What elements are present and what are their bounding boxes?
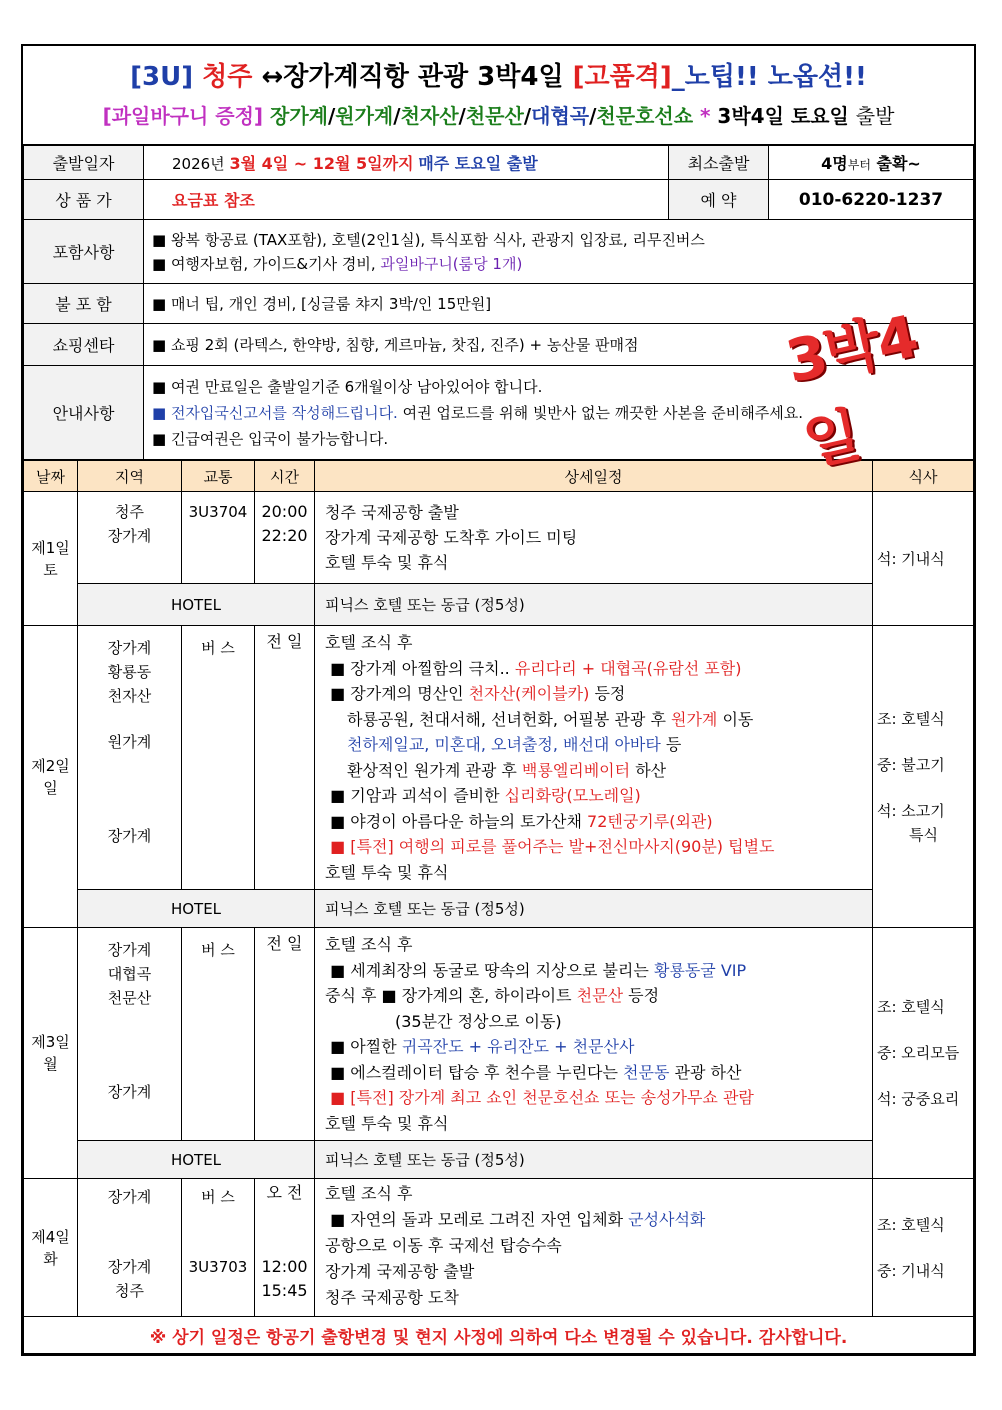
include-row: [24, 220, 974, 284]
day3-transport: 버 스: [182, 928, 255, 1141]
day2-row: [24, 626, 974, 890]
day1-date: 제1일 토: [24, 492, 78, 626]
reserve-label: 예 약: [669, 180, 769, 220]
day4-detail: 호텔 조식 후 ■ 자연의 돌과 모레로 그려진 자연 입체화 군성사석화 공항으로 이동 후 국제선 탑승수속 장가계 국제공항 출발 청주 국제공항 도착: [315, 1179, 873, 1317]
day1-row: [24, 492, 974, 584]
day4-region: 장가계 장가계 청주: [78, 1179, 182, 1317]
day2-hotel-label: HOTEL: [78, 890, 315, 928]
footer-notice: ※ 상기 일정은 항공기 출항변경 및 현지 사정에 의하여 다소 변경될 수 있습니다. 감사합니다.: [24, 1317, 974, 1354]
header: [23, 46, 974, 145]
day1-transport: 3U3704: [182, 492, 255, 584]
depart-label: 출발일자: [24, 146, 144, 180]
shop-value: ■ 쇼핑 2회 (라텍스, 한약방, 침향, 게르마늄, 찻집, 진주) + 농산물 판매점: [144, 324, 974, 366]
day4-meal: 조: 호텔식 중: 기내식: [873, 1179, 974, 1317]
day2-date: 제2일 일: [24, 626, 78, 928]
footer-row: [24, 1317, 974, 1354]
day2-region: 장가계 황룡동 천자산 원가계 장가계: [78, 626, 182, 890]
min-label: 최소출발: [669, 146, 769, 180]
day1-hotel-row: [24, 584, 974, 626]
notice-label: 안내사항: [24, 366, 144, 460]
shop-label: 쇼핑센타: [24, 324, 144, 366]
reserve-phone: 010-6220-1237: [769, 180, 974, 220]
day1-meal: 석: 기내식: [873, 492, 974, 626]
depart-row: [24, 146, 974, 180]
day4-row: [24, 1179, 974, 1317]
day2-detail: 호텔 조식 후 ■ 장가계 아찔함의 극치.. 유리다리 + 대협곡(유람선 포함) ■ 장가계의 명산인 천자산(케이블카) 등정 하룡공원, 천대서해, 선녀헌화, 어필봉 관광 후 원가계 이동 천하제일교, 미혼대, 오녀출정, 배선대 아바타 등 환상적인 원가계 관광 후 백룡엘리베이터 하산 ■ 기암과 괴석이 즐비한 십리화랑(모노레일) ■ 야경이 아름다운 하늘의 토가산채 72텐궁기루(외관) ■ [특전] 여행의 피로를 풀어주는 발+전신마사지(90분) 팁별도 호텔 투숙 및 휴식: [315, 626, 873, 890]
day2-hotel: 피닉스 호텔 또는 동급 (정5성): [315, 890, 873, 928]
day2-hotel-row: [24, 890, 974, 928]
col-transport: 교통: [182, 461, 255, 492]
day1-hotel: 피닉스 호텔 또는 동급 (정5성): [315, 584, 873, 626]
min-value: 4명부터 출확~: [769, 146, 974, 180]
day3-hotel-row: [24, 1141, 974, 1179]
day1-hotel-label: HOTEL: [78, 584, 315, 626]
nights-stamp: 3박4일: [780, 302, 923, 479]
day4-date: 제4일 화: [24, 1179, 78, 1317]
day4-transport: 버 스 3U3703: [182, 1179, 255, 1317]
exclude-value: ■ 매너 팁, 개인 경비, [싱글룸 챠지 3박/인 15만원]: [144, 284, 974, 324]
day2-meal: 조: 호텔식 중: 불고기 석: 소고기 특식: [873, 626, 974, 928]
col-meal: 식사: [873, 461, 974, 492]
page-subtitle: [과일바구니 증정] 장가계/원가계/천자산/천문산/대협곡/천문호선쇼 * 3박4일 토요일 출발: [102, 104, 895, 128]
include-label: 포함사항: [24, 220, 144, 284]
day3-time: 전 일: [255, 928, 315, 1141]
day4-time: 오 전 12:00 15:45: [255, 1179, 315, 1317]
day1-time: 20:00 22:20: [255, 492, 315, 584]
notice-value: ■ 여권 만료일은 출발일기준 6개월이상 남아있어야 합니다. ■ 전자입국신고서를 작성해드립니다. 여권 업로드를 위해 빛반사 없는 깨끗한 사본을 준비해주세요. ■ 긴급여권은 입국이 불가능합니다.: [144, 366, 974, 460]
schedule-table: [23, 460, 974, 1354]
col-date: 날짜: [24, 461, 78, 492]
col-detail: 상세일정: [315, 461, 873, 492]
day3-detail: 호텔 조식 후 ■ 세계최장의 동굴로 땅속의 지상으로 불리는 황룡동굴 VIP 중식 후 ■ 장가계의 혼, 하이라이트 천문산 등정 (35분간 정상으로 이동) ■ 아찔한 귀곡잔도 + 유리잔도 + 천문산사 ■ 에스컬레이터 탑승 후 천수를 누린다는 천문동 관광 하산 ■ [특전] 장가계 최고 쇼인 천문호선쇼 또는 송성가무쇼 관람 호텔 투숙 및 휴식: [315, 928, 873, 1141]
day3-row: [24, 928, 974, 1141]
day3-hotel: 피닉스 호텔 또는 동급 (정5성): [315, 1141, 873, 1179]
day3-date: 제3일 월: [24, 928, 78, 1179]
col-time: 시간: [255, 461, 315, 492]
day3-meal: 조: 호텔식 중: 오리모듬 석: 궁중요리: [873, 928, 974, 1179]
page-title: [3U] 청주 ↔장가계직항 관광 3박4일 [고품격]_노팁!! 노옵션!!: [130, 62, 867, 92]
price-row: [24, 180, 974, 220]
day2-time: 전 일: [255, 626, 315, 890]
exclude-label: 불 포 함: [24, 284, 144, 324]
day3-region: 장가계 대협곡 천문산 장가계: [78, 928, 182, 1141]
price-label: 상 품 가: [24, 180, 144, 220]
day1-detail: 청주 국제공항 출발 장가계 국제공항 도착후 가이드 미팅 호텔 투숙 및 휴식: [315, 492, 873, 584]
day1-region: 청주 장가계: [78, 492, 182, 584]
day3-hotel-label: HOTEL: [78, 1141, 315, 1179]
day2-transport: 버 스: [182, 626, 255, 890]
col-region: 지역: [78, 461, 182, 492]
itinerary-sheet: [21, 44, 976, 1356]
include-value: ■ 왕복 항공료 (TAX포함), 호텔(2인1실), 특식포함 식사, 관광지 입장료, 리무진버스 ■ 여행자보험, 가이드&기사 경비, 과일바구니(룸당 1개): [144, 220, 974, 284]
depart-value: 2026년 3월 4일 ~ 12월 5일까지 매주 토요일 출발: [144, 146, 669, 180]
price-value: 요금표 참조: [144, 180, 669, 220]
